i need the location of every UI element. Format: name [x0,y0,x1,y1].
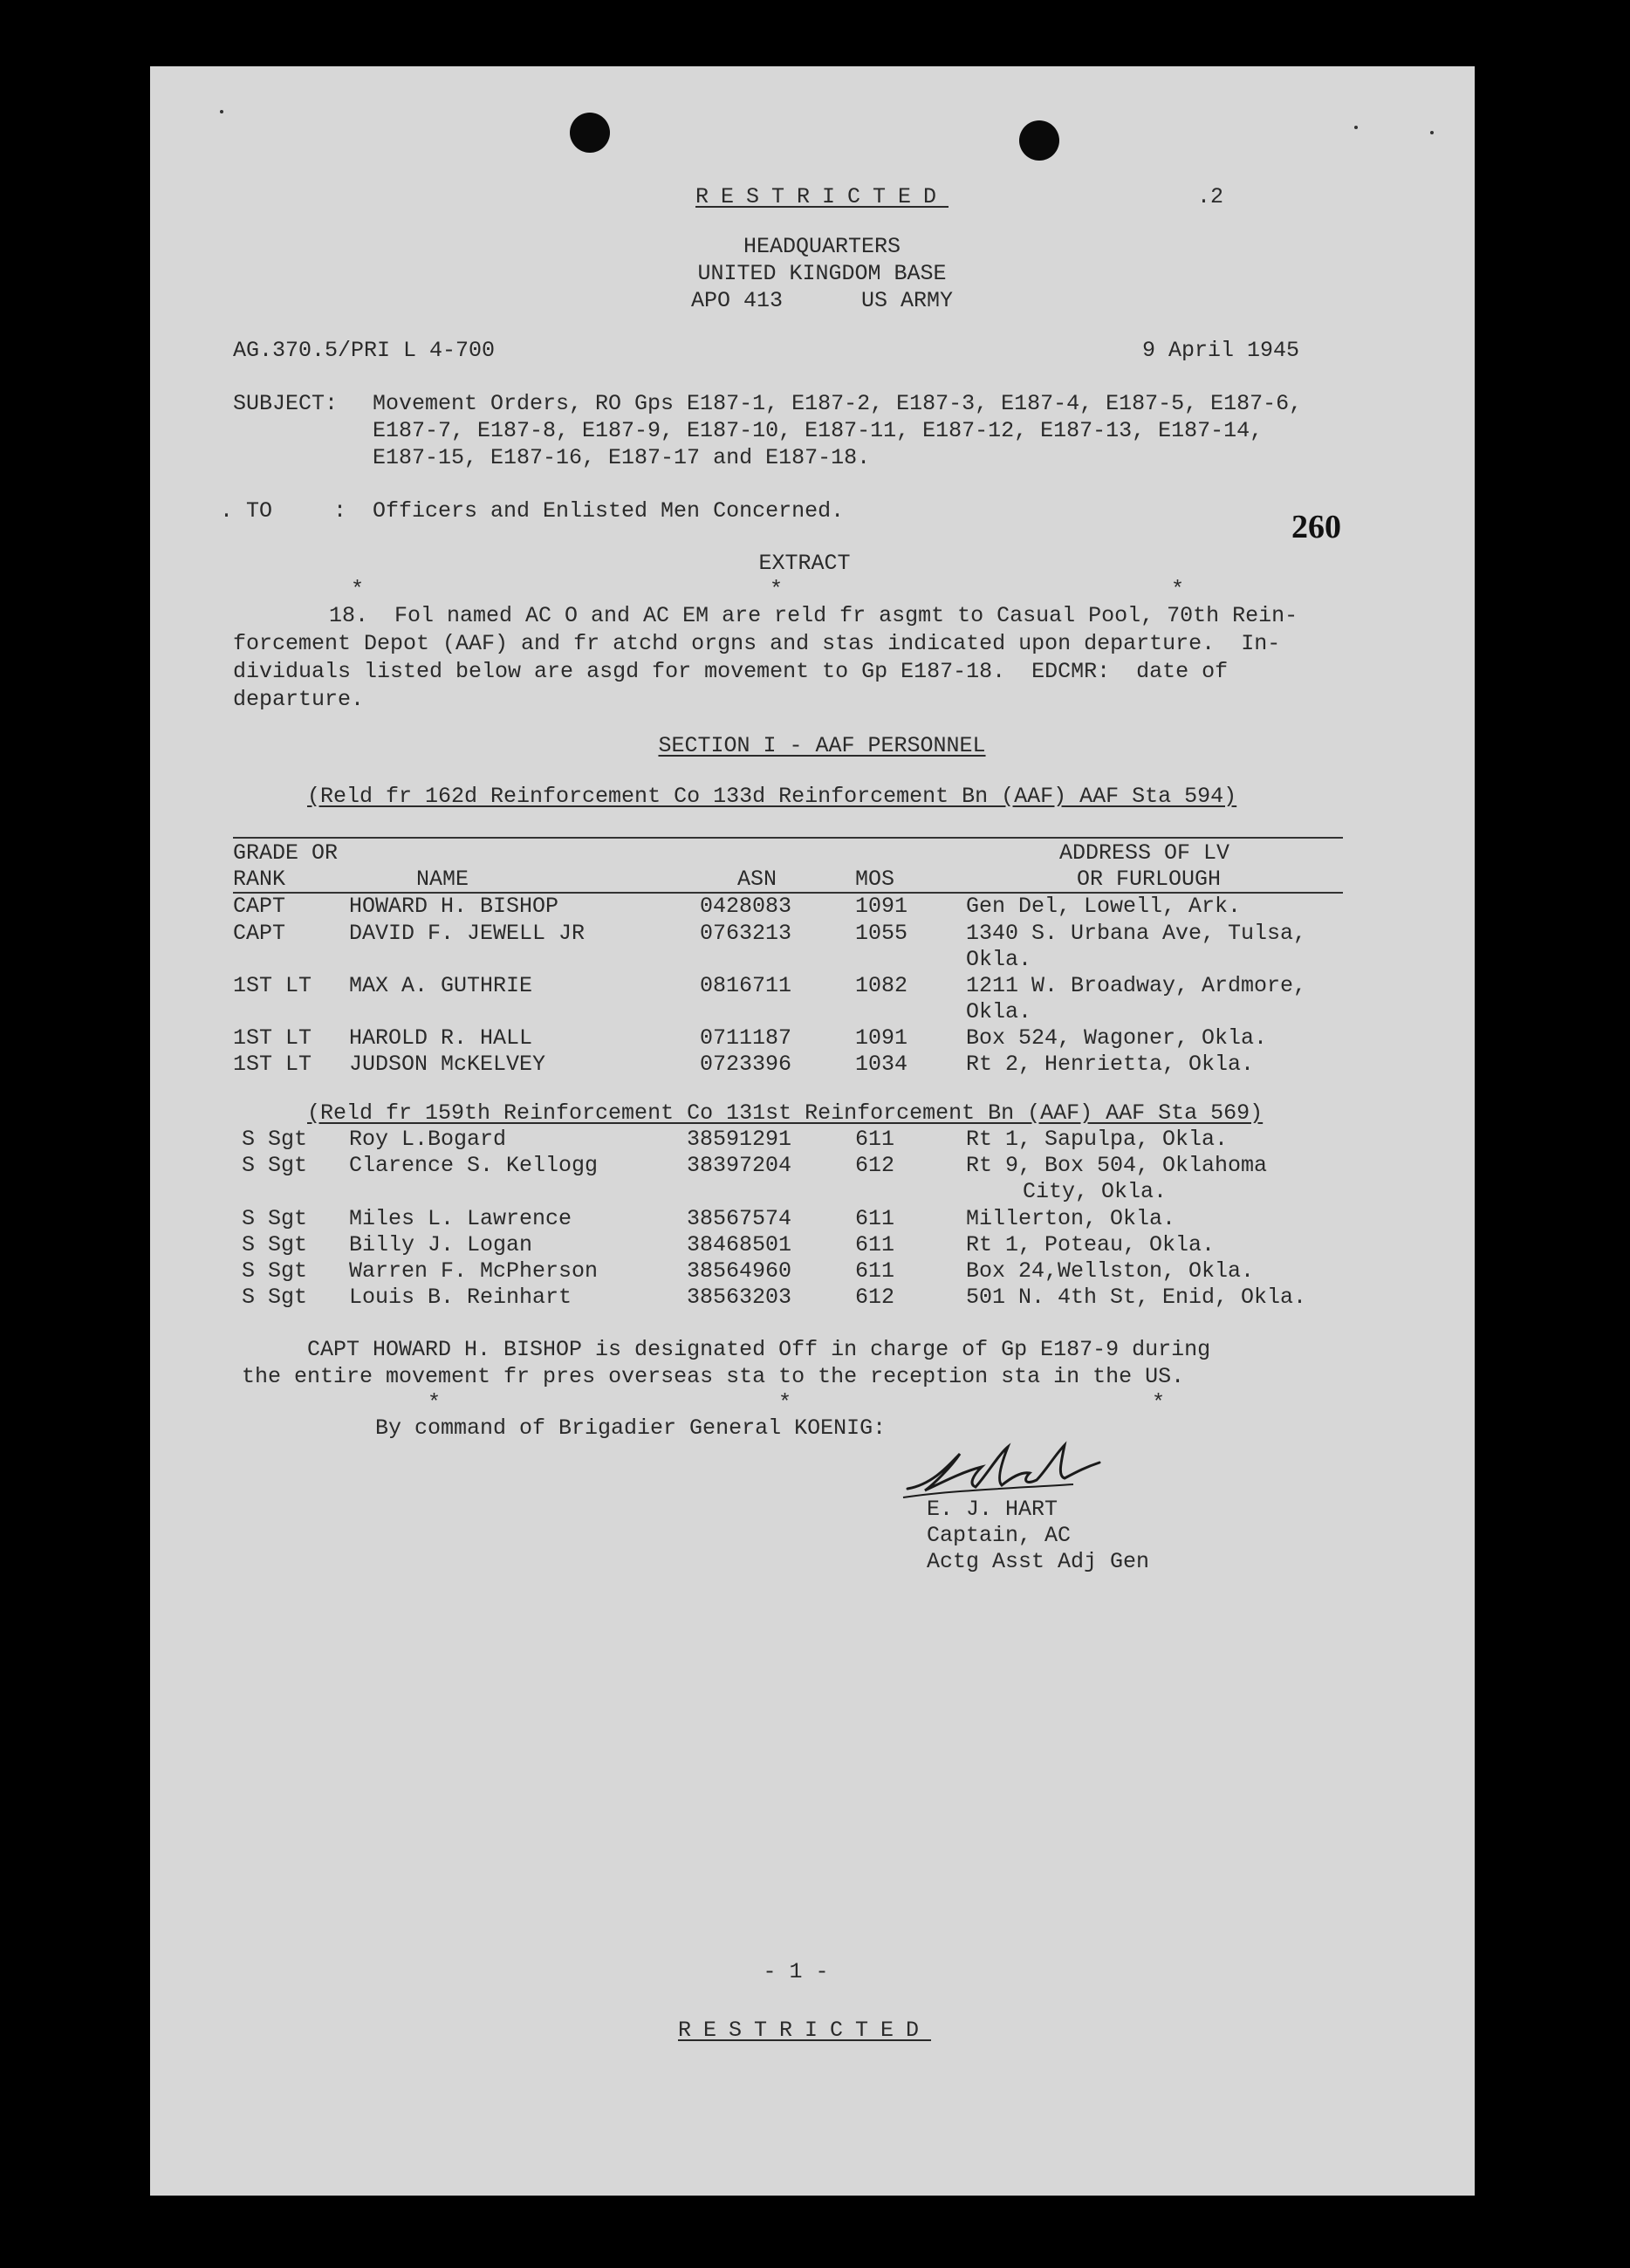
row-address-continued: Okla. [966,999,1032,1024]
row-rank: S Sgt [242,1258,308,1284]
signatory-title-1: Captain, AC [927,1523,1072,1548]
row-mos: 611 [855,1206,895,1231]
row-address: Rt 1, Sapulpa, Okla. [966,1127,1229,1152]
row-rank: CAPT [233,894,286,919]
row-asn: 38397204 [687,1153,792,1178]
row-name: DAVID F. JEWELL JR [349,921,586,946]
row-mos: 611 [855,1232,895,1257]
to-value: Officers and Enlisted Men Concerned. [373,498,845,524]
paragraph-line-2: forcement Depot (AAF) and fr atchd orgns and stas indicated upon departure. In- [233,631,1281,656]
row-address: Gen Del, Lowell, Ark. [966,894,1242,919]
document-date: 9 April 1945 [1142,338,1300,363]
column-grade-2: RANK [233,867,286,892]
org-line-3: APO 413 US ARMY [690,288,954,313]
row-address: Rt 1, Poteau, Okla. [966,1232,1216,1257]
signatory-title-2: Actg Asst Adj Gen [927,1549,1150,1574]
punch-hole-right [1019,120,1059,161]
row-asn: 38567574 [687,1206,792,1231]
row-asn: 0711187 [700,1025,792,1051]
subject-line-3: E187-15, E187-16, E187-17 and E187-18. [373,445,871,470]
row-rank: S Sgt [242,1153,308,1178]
row-address: Box 24,Wellston, Okla. [966,1258,1255,1284]
row-asn: 0816711 [700,973,792,998]
designation-line-2: the entire movement fr pres overseas sta to the reception sta in the US. [242,1364,1185,1389]
column-asn: ASN [737,867,777,892]
org-line-1: HEADQUARTERS [743,234,901,259]
row-rank: S Sgt [242,1206,308,1231]
asterisk: * [1152,1390,1166,1415]
row-address: 1211 W. Broadway, Ardmore, [966,973,1307,998]
subject-label: SUBJECT: [233,391,339,416]
row-address: Rt 2, Henrietta, Okla. [966,1052,1255,1077]
command-line: By command of Brigadier General KOENIG: [375,1415,887,1441]
to-label: . TO [220,498,273,524]
row-asn: 0723396 [700,1052,792,1077]
row-address: Box 524, Wagoner, Okla. [966,1025,1268,1051]
row-mos: 1034 [855,1052,908,1077]
row-name: Warren F. McPherson [349,1258,599,1284]
extract-label: EXTRACT [758,551,851,576]
asterisk: * [351,577,365,602]
asterisk: * [428,1390,442,1415]
row-address-continued: Okla. [966,947,1032,972]
row-name: Miles L. Lawrence [349,1206,572,1231]
row-address-continued: City, Okla. [1023,1179,1168,1204]
row-mos: 1091 [855,894,908,919]
table-top-rule [233,837,1343,839]
subject-line-1: Movement Orders, RO Gps E187-1, E187-2, E187-3, E187-4, E187-5, E187-6, [373,391,1303,416]
designation-line-1: CAPT HOWARD H. BISHOP is designated Off in charge of Gp E187-9 during [307,1337,1211,1362]
paper-speck [1430,131,1434,134]
page-mark: .2 [1197,184,1224,209]
group-2-heading: (Reld fr 159th Reinforcement Co 131st Reinforcement Bn (AAF) AAF Sta 569) [307,1100,1264,1126]
row-asn: 38564960 [687,1258,792,1284]
row-asn: 38468501 [687,1232,792,1257]
row-rank: S Sgt [242,1285,308,1310]
stamped-number: 260 [1291,509,1341,545]
row-name: JUDSON McKELVEY [349,1052,546,1077]
row-mos: 1091 [855,1025,908,1051]
row-name: Louis B. Reinhart [349,1285,572,1310]
row-mos: 611 [855,1127,895,1152]
row-name: MAX A. GUTHRIE [349,973,533,998]
row-name: Billy J. Logan [349,1232,533,1257]
paragraph-line-3: dividuals listed below are asgd for movement to Gp E187-18. EDCMR: date of [233,659,1229,684]
column-address-2: OR FURLOUGH [1077,867,1222,892]
row-address: Rt 9, Box 504, Oklahoma [966,1153,1268,1178]
row-address: 501 N. 4th St, Enid, Okla. [966,1285,1307,1310]
row-name: Roy L.Bogard [349,1127,507,1152]
asterisk: * [1171,577,1185,602]
row-asn: 0763213 [700,921,792,946]
row-name: HOWARD H. BISHOP [349,894,559,919]
row-rank: S Sgt [242,1127,308,1152]
row-mos: 1082 [855,973,908,998]
row-rank: CAPT [233,921,286,946]
group-1-heading: (Reld fr 162d Reinforcement Co 133d Reinforcement Bn (AAF) AAF Sta 594) [307,784,1237,809]
row-rank: 1ST LT [233,1025,312,1051]
page-number: - 1 - [763,1959,829,1984]
classification-bottom: RESTRICTED [677,2018,932,2043]
column-grade-1: GRADE OR [233,840,339,866]
row-mos: 611 [855,1258,895,1284]
column-address-1: ADDRESS OF LV [1059,840,1230,866]
classification-top: RESTRICTED [695,184,949,209]
file-reference: AG.370.5/PRI L 4-700 [233,338,496,363]
row-rank: 1ST LT [233,1052,312,1077]
row-asn: 38563203 [687,1285,792,1310]
row-mos: 612 [855,1153,895,1178]
row-name: HAROLD R. HALL [349,1025,533,1051]
document-page [150,66,1475,2196]
org-line-2: UNITED KINGDOM BASE [697,261,947,286]
row-name: Clarence S. Kellogg [349,1153,599,1178]
row-mos: 1055 [855,921,908,946]
row-asn: 38591291 [687,1127,792,1152]
asterisk: * [778,1390,792,1415]
punch-hole-left [570,113,610,153]
row-address: Millerton, Okla. [966,1206,1176,1231]
row-asn: 0428083 [700,894,792,919]
column-mos: MOS [855,867,895,892]
paper-speck [220,110,223,113]
row-address: 1340 S. Urbana Ave, Tulsa, [966,921,1307,946]
asterisk: * [770,577,784,602]
row-rank: 1ST LT [233,973,312,998]
to-colon: : [333,498,347,524]
subject-line-2: E187-7, E187-8, E187-9, E187-10, E187-11, E187-12, E187-13, E187-14, [373,418,1264,443]
paragraph-line-1: 18. Fol named AC O and AC EM are reld fr asgmt to Casual Pool, 70th Rein- [329,603,1298,628]
section-title: SECTION I - AAF PERSONNEL [658,733,986,758]
signatory-name: E. J. HART [927,1497,1058,1522]
paper-speck [1354,126,1358,129]
row-rank: S Sgt [242,1232,308,1257]
row-mos: 612 [855,1285,895,1310]
paragraph-line-4: departure. [233,687,365,712]
column-name: NAME [416,867,469,892]
